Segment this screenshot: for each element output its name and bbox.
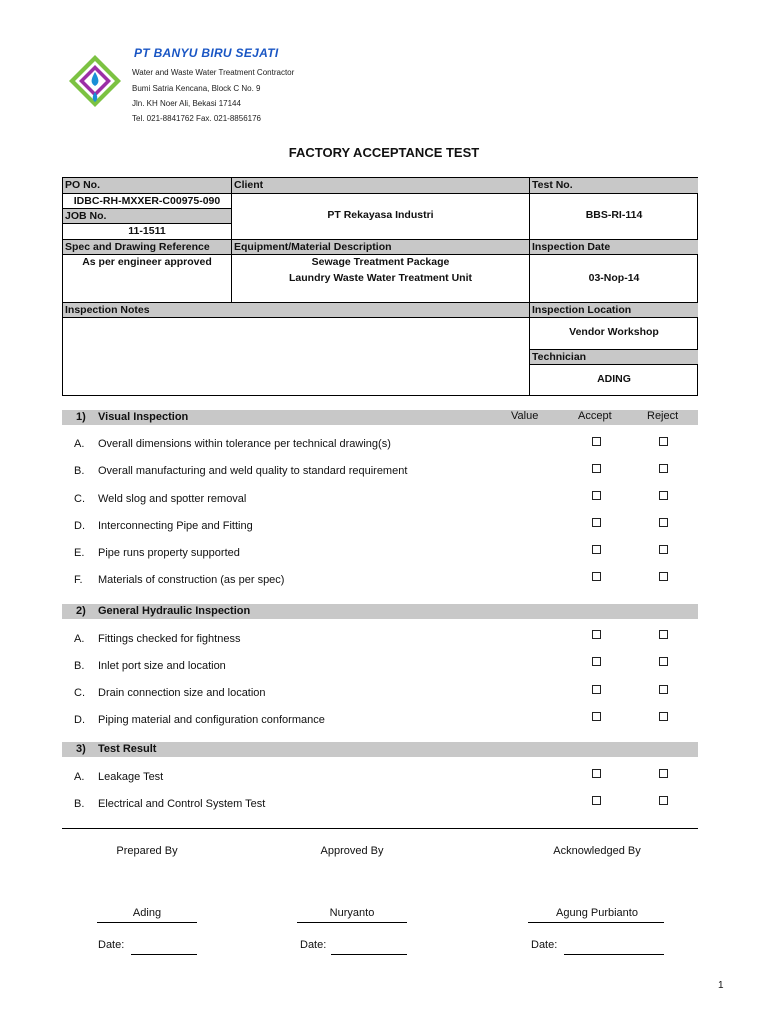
reject-checkbox[interactable] — [659, 464, 668, 473]
item-text: Overall dimensions within tolerance per technical drawing(s) — [98, 438, 391, 450]
item-text: Pipe runs property supported — [98, 547, 240, 559]
section-3-bar — [62, 742, 698, 757]
page-number: 1 — [718, 980, 724, 991]
accept-checkbox[interactable] — [592, 769, 601, 778]
item-letter: A. — [74, 771, 85, 783]
item-letter: A. — [74, 438, 85, 450]
accept-checkbox[interactable] — [592, 518, 601, 527]
company-tagline: Water and Waste Water Treatment Contractor — [132, 68, 295, 77]
approved-date-label: Date: — [300, 939, 327, 951]
inspection-date-value: 03-Nop-14 — [588, 272, 640, 284]
spec-value: As per engineer approved — [82, 256, 212, 268]
reject-checkbox[interactable] — [659, 769, 668, 778]
date-line[interactable] — [331, 954, 407, 955]
approved-by-label: Approved By — [320, 845, 384, 857]
prepared-by-label: Prepared By — [116, 845, 178, 857]
accept-checkbox[interactable] — [592, 630, 601, 639]
reject-checkbox[interactable] — [659, 518, 668, 527]
date-line[interactable] — [131, 954, 197, 955]
item-text: Weld slog and spotter removal — [98, 493, 247, 505]
document-title: FACTORY ACCEPTANCE TEST — [288, 145, 480, 160]
company-address-2: Jln. KH Noer Ali, Bekasi 17144 — [132, 99, 241, 108]
section-2-number: 2) — [76, 605, 86, 617]
reject-column-header: Reject — [647, 410, 679, 422]
inspection-location-label: Inspection Location — [530, 302, 698, 318]
reject-checkbox[interactable] — [659, 491, 668, 500]
acknowledged-by-label: Acknowledged By — [553, 845, 641, 857]
accept-checkbox[interactable] — [592, 685, 601, 694]
item-letter: F. — [74, 574, 83, 586]
value-column-header: Value — [511, 410, 539, 422]
section-3-number: 3) — [76, 743, 86, 755]
accept-checkbox[interactable] — [592, 464, 601, 473]
po-no-value: IDBC-RH-MXXER-C00975-090 — [73, 195, 221, 207]
client-label: Client — [232, 178, 529, 194]
reject-checkbox[interactable] — [659, 437, 668, 446]
technician-value: ADING — [597, 373, 631, 385]
po-no-label: PO No. — [63, 178, 231, 194]
company-address-1: Bumi Satria Kencana, Block C No. 9 — [132, 84, 261, 93]
acknowledged-by-name: Agung Purbianto — [556, 907, 638, 919]
equipment-label: Equipment/Material Description — [232, 239, 529, 255]
reject-checkbox[interactable] — [659, 796, 668, 805]
item-text: Materials of construction (as per spec) — [98, 574, 285, 586]
item-letter: D. — [74, 520, 85, 532]
accept-checkbox[interactable] — [592, 657, 601, 666]
approved-by-name: Nuryanto — [329, 907, 375, 919]
item-letter: E. — [74, 547, 85, 559]
test-no-value: BBS-RI-114 — [585, 209, 643, 221]
item-letter: D. — [74, 714, 85, 726]
signature-line — [97, 922, 197, 923]
equipment-line-1: Sewage Treatment Package — [311, 256, 450, 268]
section-divider — [62, 828, 698, 829]
section-1-title: Visual Inspection — [98, 411, 189, 423]
inspection-date-label: Inspection Date — [530, 239, 698, 255]
item-letter: C. — [74, 687, 85, 699]
signature-line — [528, 922, 664, 923]
reject-checkbox[interactable] — [659, 685, 668, 694]
accept-column-header: Accept — [578, 410, 612, 422]
item-text: Fittings checked for fightness — [98, 633, 241, 645]
item-letter: B. — [74, 660, 85, 672]
item-letter: C. — [74, 493, 85, 505]
acknowledged-date-label: Date: — [531, 939, 558, 951]
item-text: Overall manufacturing and weld quality to standard requirement — [98, 465, 408, 477]
spec-label: Spec and Drawing Reference — [63, 239, 231, 255]
job-no-label: JOB No. — [63, 208, 231, 224]
job-no-value: 11-1511 — [128, 225, 166, 237]
client-value: PT Rekayasa Industri — [327, 209, 434, 221]
reject-checkbox[interactable] — [659, 712, 668, 721]
accept-checkbox[interactable] — [592, 712, 601, 721]
section-1-number: 1) — [76, 411, 86, 423]
item-text: Leakage Test — [98, 771, 164, 783]
date-line[interactable] — [564, 954, 664, 955]
item-text: Piping material and configuration conformance — [98, 714, 325, 726]
item-text: Interconnecting Pipe and Fitting — [98, 520, 253, 532]
company-phone: Tel. 021-8841762 Fax. 021-8856176 — [132, 114, 261, 123]
reject-checkbox[interactable] — [659, 572, 668, 581]
item-letter: B. — [74, 465, 85, 477]
section-2-title: General Hydraulic Inspection — [98, 605, 251, 617]
prepared-date-label: Date: — [98, 939, 125, 951]
item-letter: B. — [74, 798, 85, 810]
item-letter: A. — [74, 633, 85, 645]
accept-checkbox[interactable] — [592, 796, 601, 805]
company-name: PT BANYU BIRU SEJATI — [134, 46, 279, 60]
item-text: Inlet port size and location — [98, 660, 226, 672]
inspection-notes-label: Inspection Notes — [63, 302, 529, 318]
equipment-line-2: Laundry Waste Water Treatment Unit — [288, 272, 472, 284]
test-no-label: Test No. — [530, 178, 698, 194]
company-logo — [66, 52, 124, 110]
reject-checkbox[interactable] — [659, 545, 668, 554]
item-text: Drain connection size and location — [98, 687, 266, 699]
technician-label: Technician — [530, 349, 698, 365]
signature-line — [297, 922, 407, 923]
accept-checkbox[interactable] — [592, 545, 601, 554]
accept-checkbox[interactable] — [592, 437, 601, 446]
inspection-location-value: Vendor Workshop — [569, 326, 659, 338]
info-table — [62, 177, 698, 396]
section-3-title: Test Result — [98, 743, 157, 755]
accept-checkbox[interactable] — [592, 572, 601, 581]
reject-checkbox[interactable] — [659, 657, 668, 666]
accept-checkbox[interactable] — [592, 491, 601, 500]
prepared-by-name: Ading — [132, 907, 162, 919]
reject-checkbox[interactable] — [659, 630, 668, 639]
item-text: Electrical and Control System Test — [98, 798, 266, 810]
